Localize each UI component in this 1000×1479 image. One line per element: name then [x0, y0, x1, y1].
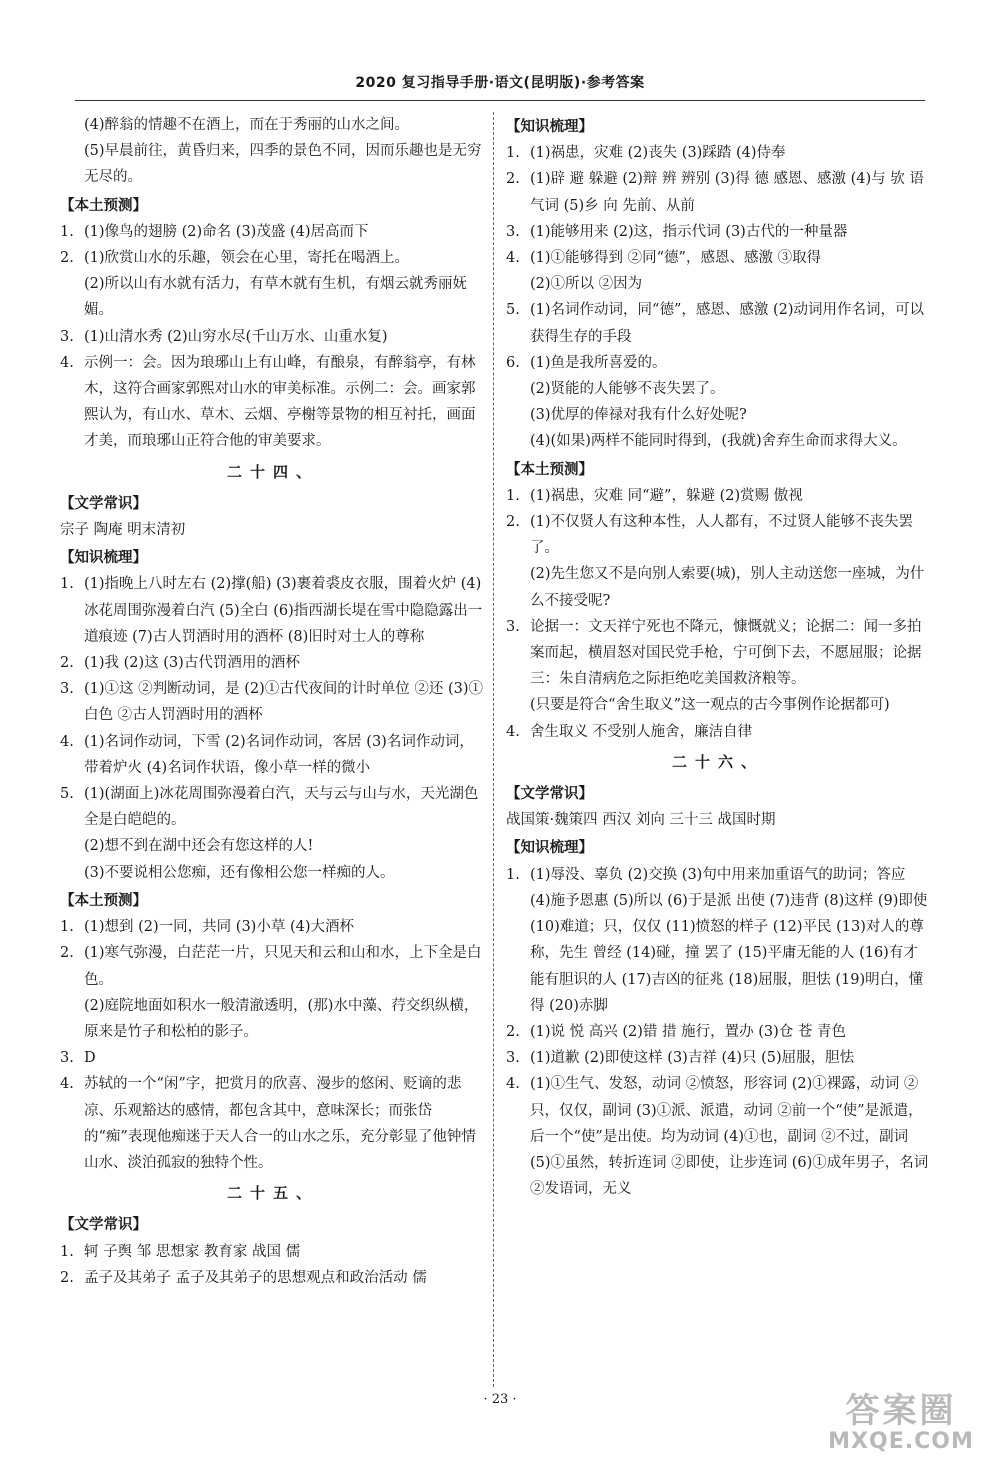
list-item: 2. (1)不仅贤人有这种本性，人人都有，不过贤人能够不丧失罢了。 — [506, 514, 914, 557]
header-rule — [75, 100, 925, 101]
list-item: 4. 舍生取义 不受别人施舍，廉洁自律 — [506, 723, 753, 740]
watermark-url: MXQE.COM — [828, 1429, 974, 1455]
list-item: 1. (1)辱没、辜负 (2)交换 (3)句中用来加重语气的助词；答应 (4)施予恩惠 (5)所以 (6)于是派 出使 (7)违背 (8)这样 (9)即使 (10)难道；只，仅仅 (11)愤怒的样子 (12)平民 (13)对人的尊称，先生 曾经 (14)碰，撞 罢了 (15)平庸无能的人 (16)有才能有胆识的人 (17)吉凶的征兆 (18)屈服，胆怯 (19)明白，懂得 (20)赤脚 — [506, 866, 928, 1014]
watermark-logo — [816, 1393, 986, 1471]
list-item: 3. (1)能够用来 (2)这，指示代词 (3)古代的一种量器 — [506, 223, 848, 240]
continued-answer-4: (4)醉翁的情趣不在酒上，而在于秀丽的山水之间。 — [84, 117, 410, 133]
section-heading-wenxue: 【文学常识】 — [60, 1217, 147, 1234]
section-heading-bentu-yuce: 【本土预测】 — [60, 197, 147, 214]
list-item: 3. (1)道歉 (2)即使这样 (3)吉祥 (4)只 (5)屈服，胆怯 — [506, 1050, 855, 1067]
section-heading-wenxue: 【文学常识】 — [506, 786, 593, 803]
list-item: 2. (1)欣赏山水的乐趣，领会在心里，寄托在喝酒上。 — [60, 250, 410, 267]
list-subitem: (3)优厚的俸禄对我有什么好处呢? — [530, 407, 747, 424]
list-item: 1. (1)想到 (2)一同，共同 (3)小草 (4)大酒杯 — [60, 919, 354, 936]
list-subitem: (2)庭院地面如积水一般清澈透明，(那)水中藻、荇交织纵横，原来是竹子和松柏的影子。 — [84, 997, 479, 1040]
list-subitem: (2)先生您又不是向别人索要(城)，别人主动送您一座城，为什么不接受呢? — [530, 566, 925, 609]
list-subitem: (2)①所以 ②因为 — [530, 276, 643, 293]
section-heading-zhishi: 【知识梳理】 — [506, 840, 593, 857]
list-item: 1. (1)指晚上八时左右 (2)撑(船) (3)裹着裘皮衣服，围着火炉 (4)冰花周围弥漫着白汽 (5)全白 (6)指西湖长堤在雪中隐隐露出一道痕迹 (7)古人罚酒时用的酒杯 (8)旧时对士人的尊称 — [60, 576, 483, 645]
section-heading-bentu-yuce: 【本土预测】 — [506, 461, 593, 478]
left-column — [60, 112, 486, 1291]
list-item: 4. 示例一：会。因为琅琊山上有山峰，有酿泉，有醉翁亭，有林木，这符合画家郭熙对山水的审美标准。示例二：会。画家郭熙认为，有山水、草木、云烟、亭榭等景物的相互衬托，画面才美，而琅琊山正符合他的审美要求。 — [60, 354, 476, 450]
list-item: 2. (1)我 (2)这 (3)古代罚酒用的酒杯 — [60, 655, 300, 672]
right-column — [506, 112, 930, 1202]
section-heading-zhishi: 【知识梳理】 — [60, 550, 147, 567]
list-subitem: (2)所以山有水就有活力，有草木就有生机，有烟云就秀丽妩媚。 — [84, 276, 468, 319]
watermark-icon: 答案圈 — [845, 1391, 957, 1431]
chapter-title-26: 二十六、 — [671, 752, 764, 771]
list-subitem: (只要是符合“舍生取义”这一观点的古今事例作论据都可) — [530, 697, 890, 714]
list-subitem: (2)想不到在湖中还会有您这样的人! — [84, 838, 314, 855]
list-item: 5. (1)(湖面上)冰花周围弥漫着白汽，天与云与山与水，天光湖色全是白皑皑的。 — [60, 786, 479, 829]
list-item: 1. (1)祸患，灾难 (2)丧失 (3)踩踏 (4)侍奉 — [506, 145, 786, 162]
list-item: 3. (1)①这 ②判断动词，是 (2)①古代夜间的计时单位 ②还 (3)①白色 ②古人罚酒时用的酒杯 — [60, 681, 484, 724]
list-item: 3. (1)山清水秀 (2)山穷水尽(千山万水、山重水复) — [60, 328, 388, 345]
literary-knowledge: 战国策·魏策四 西汉 刘向 三十三 战国时期 — [506, 812, 776, 829]
list-item: 1. 轲 子舆 邹 思想家 教育家 战国 儒 — [60, 1243, 301, 1260]
list-item: 2. (1)寒气弥漫，白茫茫一片，只见天和云和山和水，上下全是白色。 — [60, 945, 482, 988]
list-item: 3. D — [60, 1050, 96, 1067]
list-subitem: (4)(如果)两样不能同时得到，(我就)舍弃生命而求得大义。 — [530, 433, 907, 450]
page-header-title: 2020 复习指导手册·语文(昆明版)·参考答案 — [355, 75, 645, 91]
list-item: 5. (1)名词作动词，同“德”，感恩、感激 (2)动词用作名词，可以获得生存的手段 — [506, 302, 925, 345]
continued-answer-5: (5)早晨前往，黄昏归来，四季的景色不同，因而乐趣也是无穷无尽的。 — [84, 143, 482, 186]
section-heading-wenxue: 【文学常识】 — [60, 495, 147, 512]
list-item: 3. 论据一：文天祥宁死也不降元，慷慨就义；论据二：闻一多拍案而起，横眉怒对国民党手枪，宁可倒下去，不愿屈服；论据三：朱自清病危之际拒绝吃美国救济粮等。 — [506, 618, 922, 688]
list-item: 4. 苏轼的一个“闲”字，把赏月的欣喜、漫步的悠闲、贬谪的悲凉、乐观豁达的感情，都包含其中，意味深长；而张岱的“痴”表现他痴迷于天人合一的山水之乐，充分彰显了他钟情山水、淡泊孤寂的独特个性。 — [60, 1076, 476, 1171]
literary-knowledge: 宗子 陶庵 明末清初 — [60, 522, 186, 539]
list-item: 4. (1)名词作动词，下雪 (2)名词作动词，客居 (3)名词作动词，带着炉火 (4)名词作状语，像小草一样的微小 — [60, 733, 474, 776]
list-item: 2. (1)说 悦 高兴 (2)错 措 施行，置办 (3)仓 苍 青色 — [506, 1023, 846, 1040]
list-subitem: (2)贤能的人能够不丧失罢了。 — [530, 381, 725, 398]
list-item: 6. (1)鱼是我所喜爱的。 — [506, 354, 667, 371]
list-item: 4. (1)①能够得到 ②同“德”，感恩、感激 ③取得 — [506, 250, 822, 267]
list-item: 2. 孟子及其弟子 孟子及其弟子的思想观点和政治活动 儒 — [60, 1269, 427, 1286]
chapter-title-24: 二十四、 — [226, 462, 319, 481]
list-item: 1. (1)像鸟的翅膀 (2)命名 (3)茂盛 (4)居高而下 — [60, 223, 369, 240]
list-item: 2. (1)辟 避 躲避 (2)辩 辨 辨别 (3)得 德 感恩、感激 (4)与 欤 语气词 (5)乡 向 先前、从前 — [506, 171, 924, 214]
list-item: 4. (1)①生气、发怒，动词 ②愤怒，形容词 (2)①裸露，动词 ②只，仅仅，副词 (3)①派、派遣，动词 ②前一个“使”是派遣，后一个“使”是出使。均为动词 (4)①也，副词 ②不过，副词 (5)①虽然，转折连词 ②即使，让步连词 (6)①成年男子，名词 ②发语词，无义 — [506, 1076, 929, 1198]
list-item: 1. (1)祸患，灾难 同“避”，躲避 (2)赏赐 傲视 — [506, 487, 803, 504]
section-heading-bentu-yuce: 【本土预测】 — [60, 892, 147, 909]
page-number: · 23 · — [483, 1392, 517, 1407]
list-subitem: (3)不要说相公您痴，还有像相公您一样痴的人。 — [84, 864, 395, 881]
chapter-title-25: 二十五、 — [226, 1184, 319, 1203]
column-divider — [493, 112, 494, 1387]
section-heading-zhishi: 【知识梳理】 — [506, 119, 593, 135]
